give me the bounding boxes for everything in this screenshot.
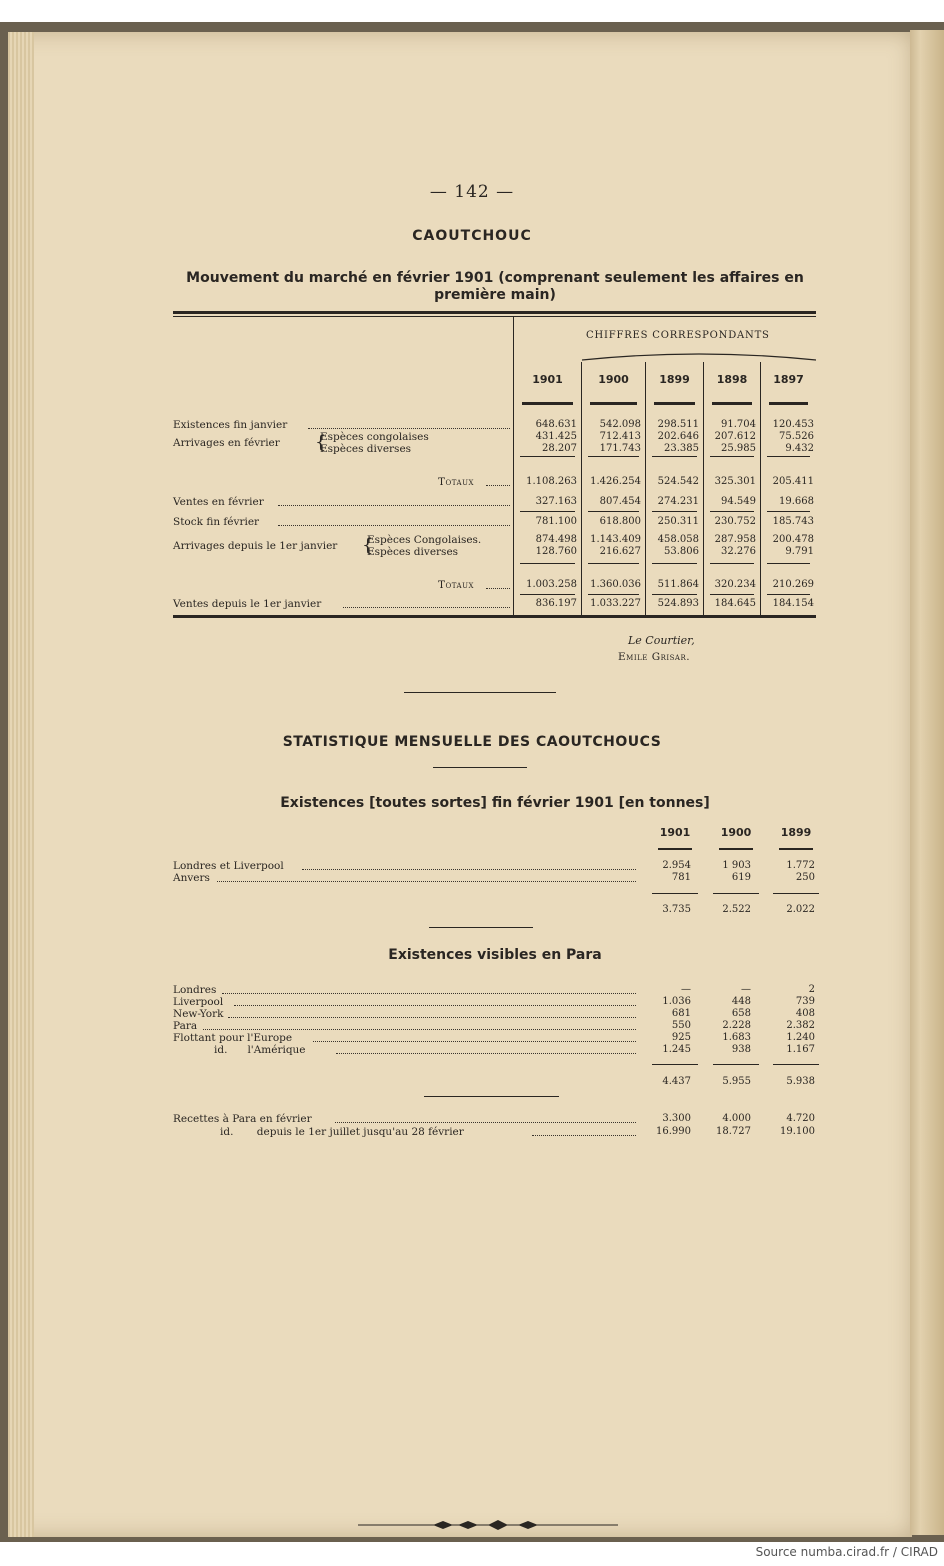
table1-year-rule [590,402,637,405]
table2-total-rule [773,893,819,894]
table1-cell: 1.033.227 [590,598,641,609]
table3-cell: 2.382 [786,1020,815,1031]
leader-dots [532,1134,636,1136]
table1-cell: 230.752 [714,516,756,527]
table4-row-label: id. depuis le 1er juillet jusqu'au 28 février [220,1126,464,1138]
table1-year-header: 1901 [532,373,563,386]
table1-subtotal-rule [710,594,754,595]
table3-cell: 1.167 [786,1044,815,1055]
table1-cell: 75.526 [779,431,814,442]
leader-dots [343,606,510,608]
table4-cell: 18.727 [716,1126,751,1137]
table1-col-rule [645,362,646,615]
leader-dots [486,484,510,486]
table1-row-label: Totaux [438,476,474,488]
leader-dots [217,880,636,882]
table2-cell: 619 [731,872,751,883]
table3-total-cell: 5.955 [722,1076,751,1087]
table1-cell: 1.143.409 [590,534,641,545]
table1-subtotal-rule [767,511,810,512]
table1-row-label: Stock fin février [173,516,260,528]
table1-cell: 32.276 [721,546,756,557]
table1-subtotal-rule [710,456,754,457]
leader-dots [203,1028,636,1030]
table1-col-rule [703,362,704,615]
table1-cell: 1.108.263 [526,476,577,487]
table2-row-label: Anvers [173,872,210,884]
table1-cell: 1.360.036 [590,579,641,590]
table2-year-header: 1901 [659,826,691,839]
table3-total-rule [713,1064,759,1065]
page-gutter [8,32,34,1537]
table1-subtotal-rule [520,511,575,512]
table1-year-header: 1897 [773,373,804,386]
table1-cell: 202.646 [657,431,699,442]
table1-bottom-rule [173,615,816,618]
table2-year-header: 1900 [720,826,752,839]
separator [433,767,527,768]
table1-cell: 205.411 [772,476,814,487]
table1-caption: Mouvement du marché en février 1901 (comprenant seulement les affaires en première main) [186,270,804,303]
table3-cell: 2 [808,984,815,995]
table1-cell: 781.100 [535,516,577,527]
table3-cell: 2.228 [722,1020,751,1031]
table1-cell: 9.432 [785,443,814,454]
table3-cell: 408 [795,1008,815,1019]
table1-cell: 807.454 [599,496,641,507]
signature-role: Le Courtier, [628,634,695,647]
separator [404,692,556,693]
table1-cell: 94.549 [721,496,756,507]
table3-cell: 1.683 [722,1032,751,1043]
table1-cell: 618.800 [599,516,641,527]
table4-row-label: Recettes à Para en février [173,1113,312,1125]
table1-row-label: Ventes depuis le 1er janvier [173,598,322,610]
table1-cell: 23.385 [664,443,699,454]
table1-subtotal-rule [652,456,697,457]
table1-row-label: Totaux [438,579,474,591]
table1-cell: 1.003.258 [526,579,577,590]
table4-cell: 4.000 [722,1113,751,1124]
brace-icon: { [315,432,327,453]
table1-year-header: 1899 [659,373,690,386]
top-band [0,0,944,22]
table3-cell: 925 [671,1032,691,1043]
table3-row-label: Liverpool [173,996,224,1008]
table1-cell: 171.743 [599,443,641,454]
table1-cell: 325.301 [714,476,756,487]
table1-row-label: Arrivages en février [173,437,280,449]
table2-year-rule [719,848,753,850]
table1-cell: 287.958 [714,534,756,545]
table2-caption: Existences [toutes sortes] fin février 1901 [en tonnes] [280,795,710,811]
table3-total-rule [652,1064,698,1065]
table1-group-header: CHIFFRES CORRESPONDANTS [586,330,770,341]
leader-dots [335,1121,636,1123]
table4-cell: 19.100 [780,1126,815,1137]
leader-dots [308,427,510,429]
table1-col-rule [513,317,514,615]
leader-dots [302,868,636,870]
ornament-divider [358,1518,618,1532]
table2-total-rule [713,893,759,894]
signature-name: Emile Grisar. [618,651,691,663]
table1-cell: 648.631 [535,419,577,430]
table1-brace [582,348,816,362]
table1-cell: 19.668 [779,496,814,507]
table1-subtotal-rule [520,456,575,457]
table1-row-sublabel: Espèces congolaises [320,431,429,443]
table1-cell: 458.058 [657,534,699,545]
table4-cell: 3.300 [662,1113,691,1124]
table1-subtotal-rule [710,563,754,564]
table1-cell: 511.864 [657,579,699,590]
brace-icon: { [362,535,374,556]
table2-year-header: 1899 [780,826,812,839]
table1-subtotal-rule [652,511,697,512]
page [8,32,912,1537]
table1-cell: 210.269 [772,579,814,590]
table1-cell: 185.743 [772,516,814,527]
table3-total-cell: 4.437 [662,1076,691,1087]
page-edge [910,30,944,1535]
table3-cell: — [681,984,691,995]
table3-cell: 1.245 [662,1044,691,1055]
table1-subtotal-rule [767,456,810,457]
source-credit: Source numba.cirad.fr / CIRAD [755,1545,938,1559]
table3-row-label: id. l'Amérique [214,1044,306,1056]
table1-year-header: 1898 [716,373,748,386]
table2-year-rule [779,848,813,850]
table1-cell: 712.413 [599,431,641,442]
leader-dots [234,1004,636,1006]
page-number: — 142 — [429,182,515,202]
table2-total-rule [652,893,698,894]
table3-row-label: Flottant pour l'Europe [173,1032,293,1044]
table3-total-rule [773,1064,819,1065]
table1-top-rule [173,311,816,314]
table1-cell: 184.645 [714,598,756,609]
table1-row-label: Existences fin janvier [173,419,288,431]
table1-cell: 120.453 [772,419,814,430]
table2-cell: 781 [671,872,691,883]
table1-year-header: 1900 [598,373,629,386]
table1-subtotal-rule [652,594,697,595]
table1-cell: 53.806 [664,546,699,557]
table1-cell: 200.478 [772,534,814,545]
table3-total-cell: 5.938 [786,1076,815,1087]
table1-cell: 524.893 [657,598,699,609]
table1-cell: 25.985 [721,443,756,454]
table2-cell: 1.772 [786,860,815,871]
table1-year-rule [712,402,752,405]
separator [424,1096,559,1097]
table1-cell: 184.154 [772,598,814,609]
table3-cell: 658 [731,1008,751,1019]
table1-subtotal-rule [520,563,575,564]
table1-cell: 542.098 [599,419,641,430]
table1-row-sublabel: Espèces Congolaises. [367,534,482,546]
table1-top-rule-2 [173,316,816,317]
table3-cell: — [741,984,751,995]
table2-year-rule [658,848,692,850]
table1-subtotal-rule [520,594,575,595]
leader-dots [313,1040,636,1042]
table3-row-label: Londres [173,984,217,996]
table1-cell: 1.426.254 [590,476,641,487]
table1-cell: 207.612 [714,431,756,442]
table1-col-rule [760,362,761,615]
table1-cell: 128.760 [535,546,577,557]
table3-row-label: New-York [173,1008,224,1020]
table3-cell: 1.036 [662,996,691,1007]
table1-year-rule [522,402,573,405]
table1-year-rule [654,402,695,405]
table1-cell: 216.627 [599,546,641,557]
table1-cell: 320.234 [714,579,756,590]
table3-cell: 550 [671,1020,691,1031]
table1-subtotal-rule [767,594,810,595]
table1-subtotal-rule [588,594,639,595]
table2-total-cell: 3.735 [662,904,691,915]
table1-subtotal-rule [710,511,754,512]
table3-cell: 681 [671,1008,691,1019]
table1-cell: 28.207 [542,443,577,454]
table1-subtotal-rule [652,563,697,564]
leader-dots [336,1052,636,1054]
table1-row-label: Ventes en février [173,496,264,508]
table1-cell: 524.542 [657,476,699,487]
table1-cell: 327.163 [535,496,577,507]
table1-row-sublabel: Espèces diverses [367,546,459,558]
page-title: CAOUTCHOUC [412,228,532,244]
section-title: STATISTIQUE MENSUELLE DES CAOUTCHOUCS [282,734,662,750]
table3-caption: Existences visibles en Para [388,947,602,963]
table2-cell: 1 903 [722,860,751,871]
table4-cell: 16.990 [656,1126,691,1137]
table3-row-label: Para [173,1020,198,1032]
table1-subtotal-rule [588,563,639,564]
table1-subtotal-rule [588,511,639,512]
table1-cell: 9.791 [785,546,814,557]
table2-row-label: Londres et Liverpool [173,860,284,872]
table1-subtotal-rule [767,563,810,564]
table4-cell: 4.720 [786,1113,815,1124]
leader-dots [486,587,510,589]
table3-cell: 739 [795,996,815,1007]
table1-cell: 274.231 [657,496,699,507]
table2-total-cell: 2.522 [722,904,751,915]
table2-cell: 250 [795,872,815,883]
table1-row-label: Arrivages depuis le 1er janvier [173,540,338,552]
separator [429,927,533,928]
table2-total-cell: 2.022 [786,904,815,915]
table1-row-sublabel: Espèces diverses [320,443,412,455]
table3-cell: 938 [731,1044,751,1055]
table2-cell: 2.954 [662,860,691,871]
leader-dots [278,504,510,506]
table1-cell: 91.704 [721,419,756,430]
table1-col-rule [581,362,582,615]
leader-dots [222,992,636,994]
table1-cell: 836.197 [535,598,577,609]
table1-cell: 298.511 [657,419,699,430]
table3-cell: 448 [731,996,751,1007]
table1-year-rule [769,402,808,405]
table1-cell: 431.425 [535,431,577,442]
table1-cell: 874.498 [535,534,577,545]
leader-dots [278,524,510,526]
table1-subtotal-rule [588,456,639,457]
table3-cell: 1.240 [786,1032,815,1043]
table1-cell: 250.311 [657,516,699,527]
leader-dots [228,1016,636,1018]
